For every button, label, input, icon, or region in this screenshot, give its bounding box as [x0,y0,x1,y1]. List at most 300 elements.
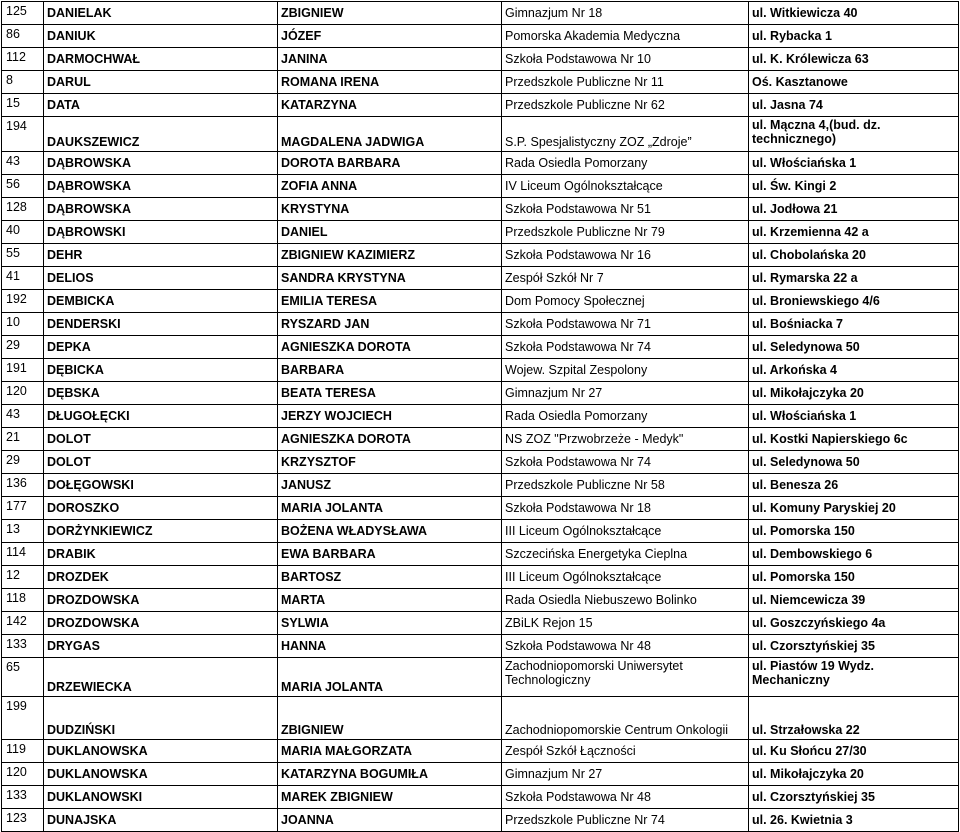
surname-cell [44,589,278,612]
institution-cell-text: Zachodniopomorski Uniwersytet Technologiczny [505,659,683,687]
surname-cell [44,658,278,697]
street-address-cell-text: ul. Krzemienna 42 a [752,225,869,239]
street-address-cell [749,589,959,612]
first-name-cell [278,313,502,336]
surname-cell [44,336,278,359]
surname-cell [44,290,278,313]
first-name-cell-text: MAREK ZBIGNIEW [281,790,393,804]
surname-cell-text: DĘBSKA [47,386,100,400]
street-address-cell [749,48,959,71]
row-number-cell [2,117,44,152]
surname-cell-text: DĄBROWSKA [47,179,132,193]
street-address-cell [749,336,959,359]
institution-cell-text: ZBiLK Rejon 15 [505,616,593,630]
street-address-cell-text: ul. Włościańska 1 [752,156,857,170]
street-address-cell-text: ul. Pomorska 150 [752,570,855,584]
first-name-cell [278,198,502,221]
surname-cell-text: DOROSZKO [47,501,120,515]
street-address-cell-text: ul. Rymarska 22 a [752,271,858,285]
street-address-cell [749,152,959,175]
first-name-cell [278,658,502,697]
institution-cell [502,612,749,635]
table-row [2,152,959,175]
table-row [2,451,959,474]
institution-cell-text: Zachodniopomorskie Centrum Onkologii [505,723,729,737]
first-name-cell-text: ZBIGNIEW [281,6,344,20]
street-address-cell-text: ul. Dembowskiego 6 [752,547,873,561]
institution-cell-text: S.P. Spesjalistyczny ZOZ „Zdroje” [505,135,692,149]
table-row [2,809,959,832]
surname-cell-text: DELIOS [47,271,94,285]
surname-cell [44,94,278,117]
table-row [2,740,959,763]
street-address-cell-text: Oś. Kasztanowe [752,75,848,89]
institution-cell [502,94,749,117]
surname-cell-text: DRABIK [47,547,96,561]
surname-cell-text: DRZEWIECKA [47,680,132,694]
first-name-cell [278,71,502,94]
institution-cell-text: Przedszkole Publiczne Nr 74 [505,813,665,827]
registry-table [1,1,959,832]
street-address-cell [749,566,959,589]
street-address-cell-text: ul. Mączna 4,(bud. dz. technicznego) [752,118,881,146]
row-number-cell-text: 142 [6,614,27,628]
institution-cell-text: Przedszkole Publiczne Nr 62 [505,98,665,112]
row-number-cell [2,697,44,740]
surname-cell-text: DOLOT [47,455,91,469]
first-name-cell [278,382,502,405]
surname-cell-text: DUKLANOWSKI [47,790,143,804]
table-row [2,221,959,244]
street-address-cell [749,428,959,451]
first-name-cell [278,2,502,25]
institution-cell [502,740,749,763]
street-address-cell-text: ul. Benesza 26 [752,478,839,492]
table-row [2,612,959,635]
first-name-cell-text: RYSZARD JAN [281,317,370,331]
institution-cell [502,566,749,589]
street-address-cell [749,658,959,697]
first-name-cell-text: DANIEL [281,225,328,239]
row-number-cell [2,152,44,175]
institution-cell-text: Przedszkole Publiczne Nr 11 [505,75,664,89]
first-name-cell [278,635,502,658]
surname-cell-text: DĘBICKA [47,363,104,377]
street-address-cell [749,520,959,543]
row-number-cell [2,290,44,313]
street-address-cell-text: ul. Jasna 74 [752,98,823,112]
surname-cell [44,474,278,497]
first-name-cell-text: HANNA [281,639,327,653]
table-row [2,267,959,290]
surname-cell-text: DĄBROWSKI [47,225,126,239]
institution-cell [502,405,749,428]
institution-cell-text: Szkoła Podstawowa Nr 71 [505,317,651,331]
table-row [2,290,959,313]
row-number-cell [2,359,44,382]
street-address-cell-text: ul. Niemcewicza 39 [752,593,866,607]
first-name-cell [278,497,502,520]
row-number-cell [2,2,44,25]
first-name-cell-text: BEATA TERESA [281,386,376,400]
street-address-cell [749,117,959,152]
street-address-cell-text: ul. 26. Kwietnia 3 [752,813,853,827]
table-row [2,697,959,740]
surname-cell [44,152,278,175]
row-number-cell-text: 128 [6,200,27,214]
surname-cell-text: DĄBROWSKA [47,156,132,170]
street-address-cell [749,94,959,117]
row-number-cell-text: 8 [6,73,13,87]
row-number-cell [2,786,44,809]
street-address-cell [749,697,959,740]
row-number-cell [2,221,44,244]
institution-cell-text: Szczecińska Energetyka Cieplna [505,547,688,561]
surname-cell [44,612,278,635]
institution-cell-text: Rada Osiedla Niebuszewo Bolinko [505,593,697,607]
first-name-cell-text: MAGDALENA JADWIGA [281,135,425,149]
institution-cell [502,117,749,152]
surname-cell [44,313,278,336]
row-number-cell-text: 125 [6,4,27,18]
row-number-cell-text: 12 [6,568,20,582]
row-number-cell-text: 136 [6,476,27,490]
first-name-cell [278,244,502,267]
first-name-cell-text: SANDRA KRYSTYNA [281,271,406,285]
institution-cell [502,589,749,612]
street-address-cell-text: ul. Chobolańska 20 [752,248,866,262]
institution-cell [502,221,749,244]
first-name-cell [278,221,502,244]
institution-cell [502,267,749,290]
row-number-cell [2,474,44,497]
institution-cell-text: Zespół Szkół Łączności [505,744,636,758]
surname-cell-text: DŁUGOŁĘCKI [47,409,130,423]
surname-cell [44,71,278,94]
surname-cell [44,25,278,48]
surname-cell-text: DEHR [47,248,83,262]
first-name-cell [278,94,502,117]
institution-cell [502,763,749,786]
row-number-cell-text: 120 [6,384,27,398]
row-number-cell-text: 123 [6,811,27,825]
table-row [2,497,959,520]
row-number-cell [2,48,44,71]
street-address-cell-text: ul. Rybacka 1 [752,29,832,43]
institution-cell [502,635,749,658]
row-number-cell [2,94,44,117]
surname-cell-text: DEPKA [47,340,91,354]
first-name-cell [278,48,502,71]
first-name-cell-text: ZBIGNIEW [281,723,344,737]
table-row [2,94,959,117]
institution-cell [502,543,749,566]
row-number-cell [2,336,44,359]
institution-cell [502,336,749,359]
row-number-cell [2,71,44,94]
institution-cell-text: Dom Pomocy Społecznej [505,294,645,308]
row-number-cell-text: 15 [6,96,20,110]
row-number-cell [2,566,44,589]
first-name-cell-text: KATARZYNA [281,98,357,112]
street-address-cell [749,451,959,474]
first-name-cell-text: JERZY WOJCIECH [281,409,392,423]
surname-cell-text: DROZDEK [47,570,109,584]
street-address-cell-text: ul. K. Królewicza 63 [752,52,869,66]
institution-cell [502,313,749,336]
first-name-cell [278,612,502,635]
row-number-cell-text: 192 [6,292,27,306]
surname-cell [44,221,278,244]
surname-cell-text: DUKLANOWSKA [47,744,148,758]
first-name-cell [278,405,502,428]
institution-cell-text: Wojew. Szpital Zespolony [505,363,648,377]
row-number-cell-text: 29 [6,453,20,467]
street-address-cell-text: ul. Arkońska 4 [752,363,837,377]
surname-cell-text: DEMBICKA [47,294,115,308]
surname-cell [44,635,278,658]
row-number-cell [2,244,44,267]
institution-cell-text: Szkoła Podstawowa Nr 48 [505,790,651,804]
institution-cell [502,809,749,832]
first-name-cell [278,697,502,740]
row-number-cell [2,809,44,832]
row-number-cell [2,612,44,635]
surname-cell-text: DENDERSKI [47,317,121,331]
street-address-cell [749,786,959,809]
first-name-cell [278,175,502,198]
table-row [2,117,959,152]
first-name-cell-text: BARTOSZ [281,570,342,584]
surname-cell [44,566,278,589]
table-row [2,359,959,382]
street-address-cell-text: ul. Komuny Paryskiej 20 [752,501,896,515]
row-number-cell [2,382,44,405]
row-number-cell-text: 40 [6,223,20,237]
street-address-cell [749,497,959,520]
institution-cell-text: III Liceum Ogólnokształcące [505,570,662,584]
surname-cell [44,198,278,221]
first-name-cell-text: KRYSTYNA [281,202,350,216]
street-address-cell [749,635,959,658]
table-row [2,658,959,697]
street-address-cell-text: ul. Broniewskiego 4/6 [752,294,880,308]
table-row [2,244,959,267]
street-address-cell-text: ul. Witkiewicza 40 [752,6,858,20]
row-number-cell [2,497,44,520]
row-number-cell-text: 43 [6,154,20,168]
row-number-cell [2,313,44,336]
table-row [2,382,959,405]
institution-cell-text: Szkoła Podstawowa Nr 51 [505,202,651,216]
institution-cell-text: Pomorska Akademia Medyczna [505,29,681,43]
row-number-cell [2,740,44,763]
street-address-cell [749,740,959,763]
row-number-cell-text: 199 [6,699,27,713]
institution-cell-text: Szkoła Podstawowa Nr 18 [505,501,651,515]
first-name-cell-text: JÓZEF [281,29,322,43]
surname-cell-text: DUDZIŃSKI [47,723,116,737]
street-address-cell-text: ul. Św. Kingi 2 [752,179,837,193]
institution-cell [502,175,749,198]
row-number-cell [2,589,44,612]
institution-cell [502,497,749,520]
row-number-cell-text: 65 [6,660,20,674]
first-name-cell [278,359,502,382]
institution-cell [502,658,749,697]
surname-cell [44,117,278,152]
street-address-cell [749,25,959,48]
surname-cell [44,763,278,786]
first-name-cell-text: ROMANA IRENA [281,75,380,89]
institution-cell-text: Szkoła Podstawowa Nr 74 [505,455,651,469]
institution-cell-text: Szkoła Podstawowa Nr 10 [505,52,651,66]
first-name-cell [278,740,502,763]
table-row [2,474,959,497]
street-address-cell [749,763,959,786]
institution-cell [502,428,749,451]
table-row [2,786,959,809]
first-name-cell-text: MARIA JOLANTA [281,501,384,515]
first-name-cell [278,566,502,589]
street-address-cell [749,198,959,221]
street-address-cell-text: ul. Włościańska 1 [752,409,857,423]
institution-cell-text: IV Liceum Ogólnokształcące [505,179,663,193]
table-row [2,589,959,612]
institution-cell-text: III Liceum Ogólnokształcące [505,524,662,538]
institution-cell [502,359,749,382]
surname-cell [44,543,278,566]
street-address-cell-text: ul. Strzałowska 22 [752,723,860,737]
first-name-cell-text: MARIA MAŁGORZATA [281,744,412,758]
institution-cell-text: Gimnazjum Nr 27 [505,386,603,400]
first-name-cell-text: JOANNA [281,813,334,827]
surname-cell [44,451,278,474]
row-number-cell-text: 114 [6,545,26,559]
row-number-cell-text: 118 [6,591,26,605]
row-number-cell [2,175,44,198]
street-address-cell [749,359,959,382]
row-number-cell-text: 13 [6,522,20,536]
row-number-cell [2,543,44,566]
table-row [2,635,959,658]
row-number-cell-text: 133 [6,788,27,802]
surname-cell-text: DROZDOWSKA [47,593,140,607]
surname-cell [44,267,278,290]
street-address-cell-text: ul. Bośniacka 7 [752,317,844,331]
street-address-cell-text: ul. Kostki Napierskiego 6c [752,432,908,446]
institution-cell [502,520,749,543]
street-address-cell [749,71,959,94]
institution-cell-text: Przedszkole Publiczne Nr 79 [505,225,665,239]
institution-cell [502,152,749,175]
street-address-cell-text: ul. Goszczyńskiego 4a [752,616,886,630]
institution-cell [502,25,749,48]
street-address-cell [749,612,959,635]
row-number-cell [2,635,44,658]
table-row [2,198,959,221]
street-address-cell [749,405,959,428]
surname-cell [44,244,278,267]
row-number-cell [2,451,44,474]
surname-cell [44,809,278,832]
table-row [2,25,959,48]
row-number-cell [2,763,44,786]
first-name-cell-text: SYLWIA [281,616,329,630]
surname-cell [44,428,278,451]
street-address-cell-text: ul. Mikołajczyka 20 [752,386,864,400]
street-address-cell [749,382,959,405]
street-address-cell [749,290,959,313]
street-address-cell [749,244,959,267]
institution-cell [502,48,749,71]
first-name-cell-text: AGNIESZKA DOROTA [281,432,411,446]
institution-cell-text: Gimnazjum Nr 27 [505,767,603,781]
institution-cell-text: Szkoła Podstawowa Nr 48 [505,639,651,653]
first-name-cell [278,520,502,543]
surname-cell-text: DOLOT [47,432,91,446]
row-number-cell-text: 191 [6,361,27,375]
row-number-cell [2,520,44,543]
first-name-cell-text: ZOFIA ANNA [281,179,358,193]
street-address-cell-text: ul. Piastów 19 Wydz. Mechaniczny [752,659,875,687]
row-number-cell-text: 133 [6,637,27,651]
table-row [2,71,959,94]
institution-cell [502,2,749,25]
surname-cell-text: DARMOCHWAŁ [47,52,141,66]
street-address-cell-text: ul. Pomorska 150 [752,524,855,538]
surname-cell [44,520,278,543]
row-number-cell-text: 86 [6,27,20,41]
street-address-cell-text: ul. Czorsztyńskiej 35 [752,639,875,653]
row-number-cell [2,267,44,290]
row-number-cell-text: 177 [6,499,27,513]
row-number-cell-text: 21 [6,430,20,444]
row-number-cell-text: 112 [6,50,26,64]
surname-cell-text: DARUL [47,75,91,89]
institution-cell [502,71,749,94]
first-name-cell [278,809,502,832]
row-number-cell-text: 119 [6,742,26,756]
first-name-cell [278,451,502,474]
row-number-cell [2,658,44,697]
institution-cell [502,697,749,740]
first-name-cell-text: MARIA JOLANTA [281,680,384,694]
institution-cell-text: Szkoła Podstawowa Nr 16 [505,248,651,262]
row-number-cell [2,428,44,451]
registry-table-body [2,2,959,832]
table-row [2,405,959,428]
first-name-cell [278,290,502,313]
surname-cell-text: DRYGAS [47,639,101,653]
table-row [2,48,959,71]
surname-cell [44,786,278,809]
street-address-cell-text: ul. Ku Słońcu 27/30 [752,744,867,758]
row-number-cell-text: 120 [6,765,27,779]
surname-cell [44,175,278,198]
first-name-cell-text: KATARZYNA BOGUMIŁA [281,767,428,781]
table-row [2,763,959,786]
surname-cell-text: DORŻYNKIEWICZ [47,524,153,538]
institution-cell [502,198,749,221]
row-number-cell-text: 29 [6,338,20,352]
row-number-cell-text: 10 [6,315,20,329]
institution-cell-text: Przedszkole Publiczne Nr 58 [505,478,665,492]
institution-cell-text: Rada Osiedla Pomorzany [505,409,648,423]
table-row [2,566,959,589]
institution-cell-text: Gimnazjum Nr 18 [505,6,603,20]
first-name-cell [278,117,502,152]
